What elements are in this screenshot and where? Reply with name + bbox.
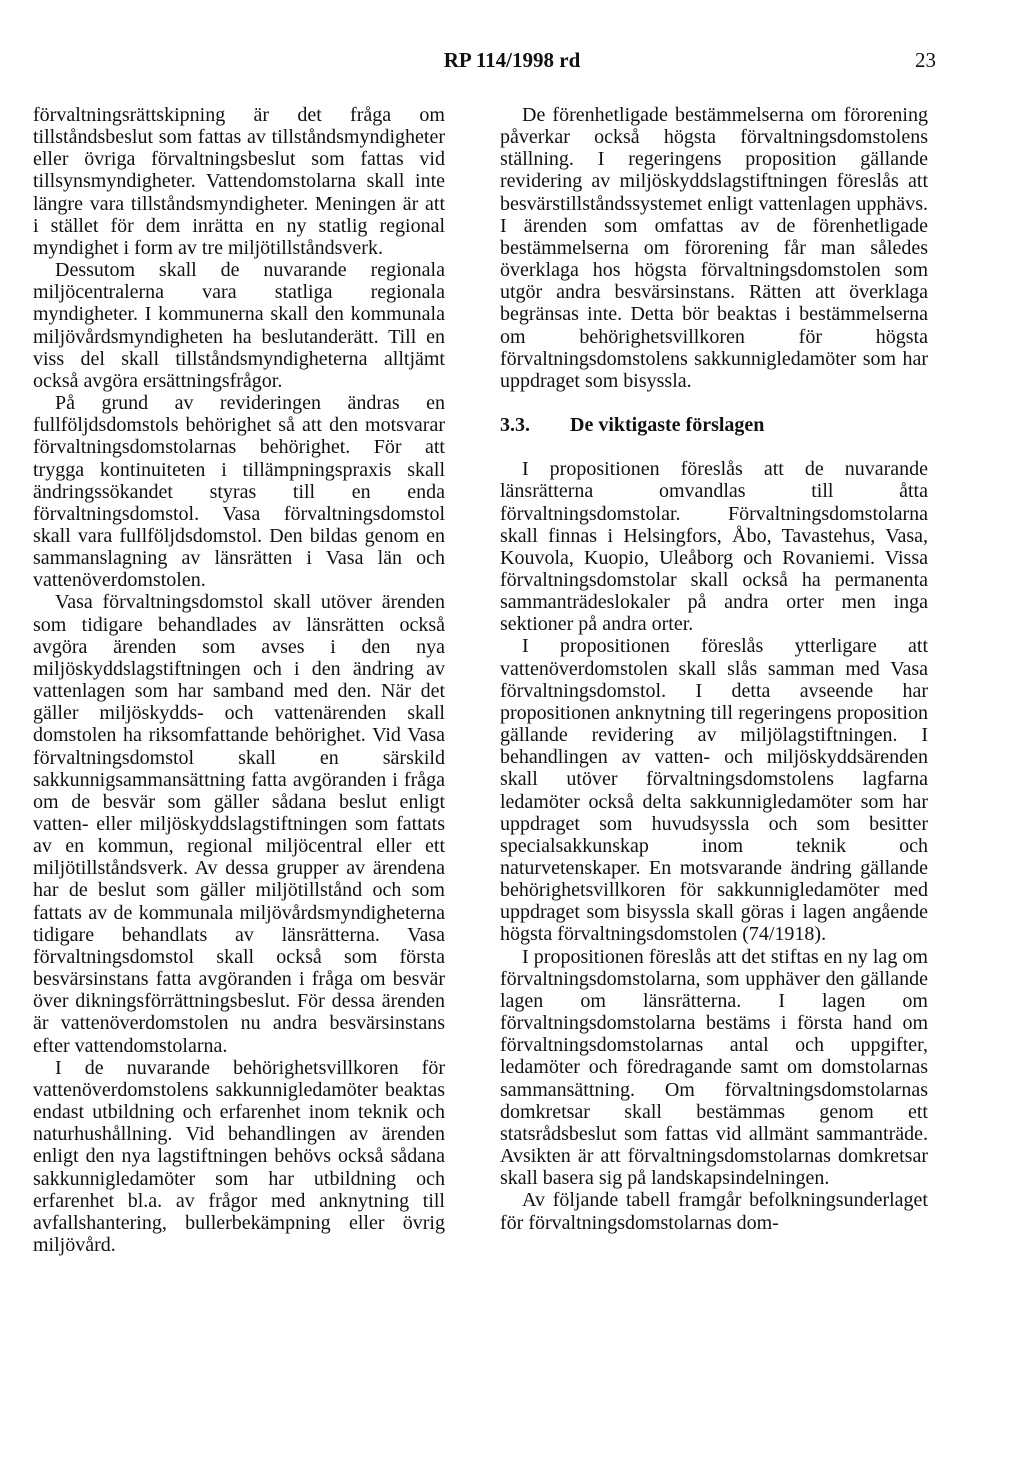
left-column [33, 104, 445, 1256]
paragraph: Vasa förvaltningsdomstol skall utöver ärenden som tidigare behandlades av länsrätten också avgöra ärenden som avses i den nya miljöskyddslagstiftningen och i den ändring av vattenlagen som har samband med den. När det gäller miljöskydds- och vattenärenden skall domstolen ha riksomfattande behörighet. Vid Vasa förvaltningsdomstol skall en särskild sakkunnigsammansättning fatta avgöranden i fråga om de besvär som gäller sådana beslut enligt vatten- eller miljöskyddslagstiftningen som fattats av en kommun, regional miljöcentral eller ett miljötillståndsverk. Av dessa grupper av ärendena har de beslut som gäller miljötillstånd och som fattats av de kommunala miljövårdsmyndigheterna tidigare behandlats av länsrätterna. Vasa förvaltningsdomstol skall också som första besvärsinstans fatta avgöranden i fråga om besvär över dikningsförrättningsbeslut. För dessa ärenden är vattenöverdomstolen nu andra besvärsinstans efter vattendomstolarna. [33, 591, 445, 1057]
paragraph: På grund av revideringen ändras en fullföljdsdomstols behörighet så att den motsvarar förvaltningsdomstolarnas behörighet. För att trygga kontinuiteten i tillämpningspraxis skall ändringssökandet styras till en enda förvaltningsdomstol. Vasa förvaltningsdomstol skall vara fullföljdsdomstol. Den bildas genom en sammanslagning av länsrätten i Vasa län och vattenöverdomstolen. [33, 392, 445, 592]
paragraph: I propositionen föreslås att de nuvarande länsrätterna omvandlas till åtta förvaltningsdomstolar. Förvaltningsdomstolarna skall finnas i Helsingfors, Åbo, Tavastehus, Vasa, Kouvola, Kuopio, Uleåborg och Rovaniemi. Vissa förvaltningsdomstolar skall också ha permanenta sammanträdeslokaler på andra orter men inga sektioner på andra orter. [500, 458, 928, 636]
paragraph: Av följande tabell framgår befolkningsunderlaget för förvaltningsdomstolarnas dom- [500, 1189, 928, 1234]
section-heading [500, 414, 928, 436]
document-title: RP 114/1998 rd [443, 48, 581, 72]
paragraph: I de nuvarande behörighetsvillkoren för vattenöverdomstolens sakkunnigledamöter beaktas endast utbildning och erfarenhet inom teknik och naturhushållning. Vid behandlingen av ärenden enligt den nya lagstiftningen behövs också sådana sakkunnigledamöter som har utbildning och erfarenhet bl.a. av frågor med anknytning till avfallshantering, bullerbekämpning eller övrig miljövård. [33, 1056, 445, 1256]
right-column [500, 104, 928, 1234]
paragraph: I propositionen föreslås ytterligare att vattenöverdomstolen skall slås samman med Vasa förvaltningsdomstol. I detta avseende har propositionen anknytning till regeringens proposition gällande revidering av miljölagstiftningen. I behandlingen av vatten- och miljöskyddsärenden skall utöver förvaltningsdomstolens lagfarna ledamöter också delta sakkunnigledamöter som har uppdraget som huvudsyssla och som besitter specialsakkunskap inom teknik och naturvetenskaper. En motsvarande ändring gällande behörighetsvillkoren för sakkunnigledamöter med uppdraget som bisyssla skall göras i lagen angående högsta förvaltningsdomstolen (74/1918). [500, 635, 928, 946]
section-number: 3.3. [500, 414, 530, 437]
running-header [0, 48, 1024, 80]
page-number: 23 [915, 48, 936, 72]
paragraph: I propositionen föreslås att det stiftas en ny lag om förvaltningsdomstolarna, som upphäver den gällande lagen om länsrätterna. I lagen om förvaltningsdomstolarna bestäms i första hand om förvaltningsdomstolarnas antal och uppgifter, ledamöter och föredragande samt om domstolarnas sammansättning. Om förvaltningsdomstolarnas domkretsar skall bestämmas genom ett statsrådsbeslut som fattas vid allmänt sammanträde. Avsikten är att förvaltningsdomstolarnas domkretsar skall basera sig på landskapsindelningen. [500, 945, 928, 1190]
paragraph: Dessutom skall de nuvarande regionala miljöcentralerna vara statliga regionala myndigheter. I kommunerna skall den kommunala miljövårdsmyndigheten ha beslutanderätt. Till en viss del skall tillståndsmyndigheterna alltjämt också avgöra ersättningsfrågor. [33, 259, 445, 392]
paragraph: De förenhetligade bestämmelserna om förorening påverkar också högsta förvaltningsdomstolens ställning. I regeringens proposition gällande revidering av miljöskyddslagstiftningen föreslås att besvärstillståndssystemet enligt vattenlagen upphävs. I ärenden som omfattas av de förenhetligade bestämmelserna om förorening får man således överklaga hos högsta förvaltningsdomstolen som utgör andra besvärsinstans. Rätten att överklaga begränsas inte. Detta bör beaktas i bestämmelserna om behörighetsvillkoren för högsta förvaltningsdomstolens sakkunnigledamöter som har uppdraget som bisyssla. [500, 104, 928, 392]
section-title: De viktigaste förslagen [570, 414, 765, 437]
paragraph: förvaltningsrättskipning är det fråga om tillståndsbeslut som fattas av tillståndsmyndigheter eller övriga förvaltningsbeslut som fattas vid tillsynsmyndigheter. Vattendomstolarna skall inte längre vara tillståndsmyndigheter. Meningen är att i stället för dem inrätta en ny statlig regional myndighet i form av tre miljötillståndsverk. [33, 104, 445, 259]
